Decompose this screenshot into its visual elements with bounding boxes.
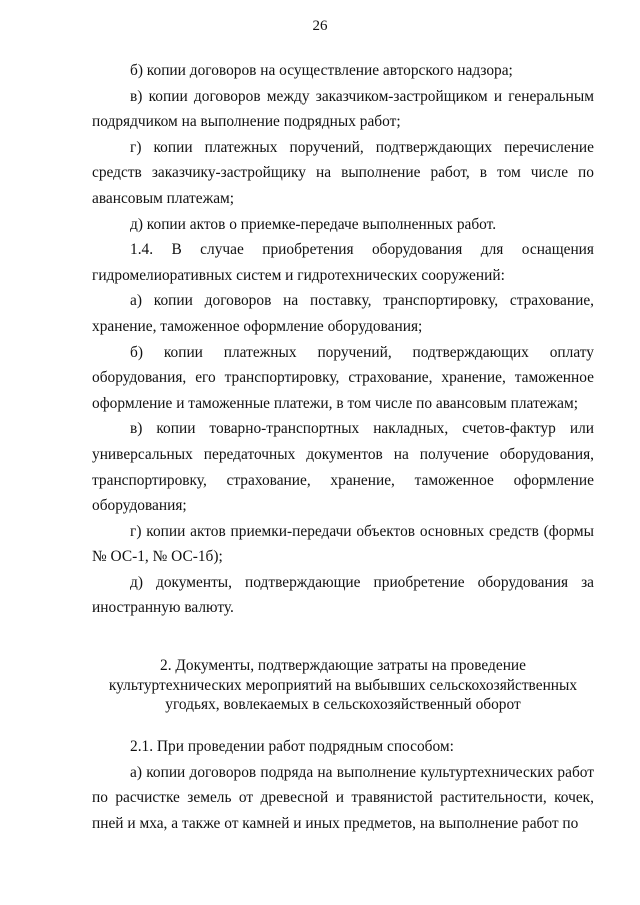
paragraph-2-1-contract-method: 2.1. При проведении работ подрядным способом:: [130, 738, 454, 755]
paragraph-1-4-equipment: 1.4. В случае приобретения оборудования для оснащения гидромелиоративных систем и гидротехнических сооружений:: [92, 241, 594, 284]
paragraph-b-equipment-payments: б) копии платежных поручений, подтверждающих оплату оборудования, его транспортировку, страхование, хранение, таможенное оформление и таможенные платежи, в том числе по авансовым платежам;: [92, 343, 594, 412]
paragraph-g-fixed-assets-acts: г) копии актов приемки-передачи объектов основных средств (формы № ОС-1, № ОС-1б);: [92, 522, 594, 566]
paragraph-v-waybills: в) копии товарно-транспортных накладных, счетов-фактур или универсальных передаточных документов на получение оборудования, транспортировку, страхование, хранение, таможенное оформление оборудования;: [92, 420, 594, 515]
section-body: [92, 734, 594, 836]
document-body: [92, 58, 594, 621]
paragraph-b-author-supervision: б) копии договоров на осуществление авторского надзора;: [130, 62, 513, 79]
paragraph-d-foreign-currency: д) документы, подтверждающие приобретение оборудования за иностранную валюту.: [92, 573, 594, 617]
paragraph-a-cultural-works: а) копии договоров подряда на выполнение культуртехнических работ по расчистке земель от древесной и травянистой растительности, кочек, пней и мха, а также от камней и иных предметов, на выполнение работ по: [92, 763, 594, 832]
paragraph-g-payment-orders: г) копии платежных поручений, подтверждающих перечисление средств заказчику-застройщику на выполнение работ, в том числе по авансовым платежам;: [92, 138, 594, 207]
section-heading: 2. Документы, подтверждающие затраты на проведение культуртехнических мероприятий на выбывших сельскохозяйственных угодьях, вовлекаемых в сельскохозяйственный оборот: [108, 657, 578, 713]
paragraph-v-contracts: в) копии договоров между заказчиком-застройщиком и генеральным подрядчиком на выполнение подрядных работ;: [92, 87, 594, 131]
paragraph-d-acceptance-acts: д) копии актов о приемке-передаче выполненных работ.: [130, 215, 497, 233]
paragraph-a-delivery-contracts: а) копии договоров на поставку, транспортировку, страхование, хранение, таможенное оформление оборудования;: [92, 292, 594, 335]
page-number: 26: [312, 18, 328, 34]
